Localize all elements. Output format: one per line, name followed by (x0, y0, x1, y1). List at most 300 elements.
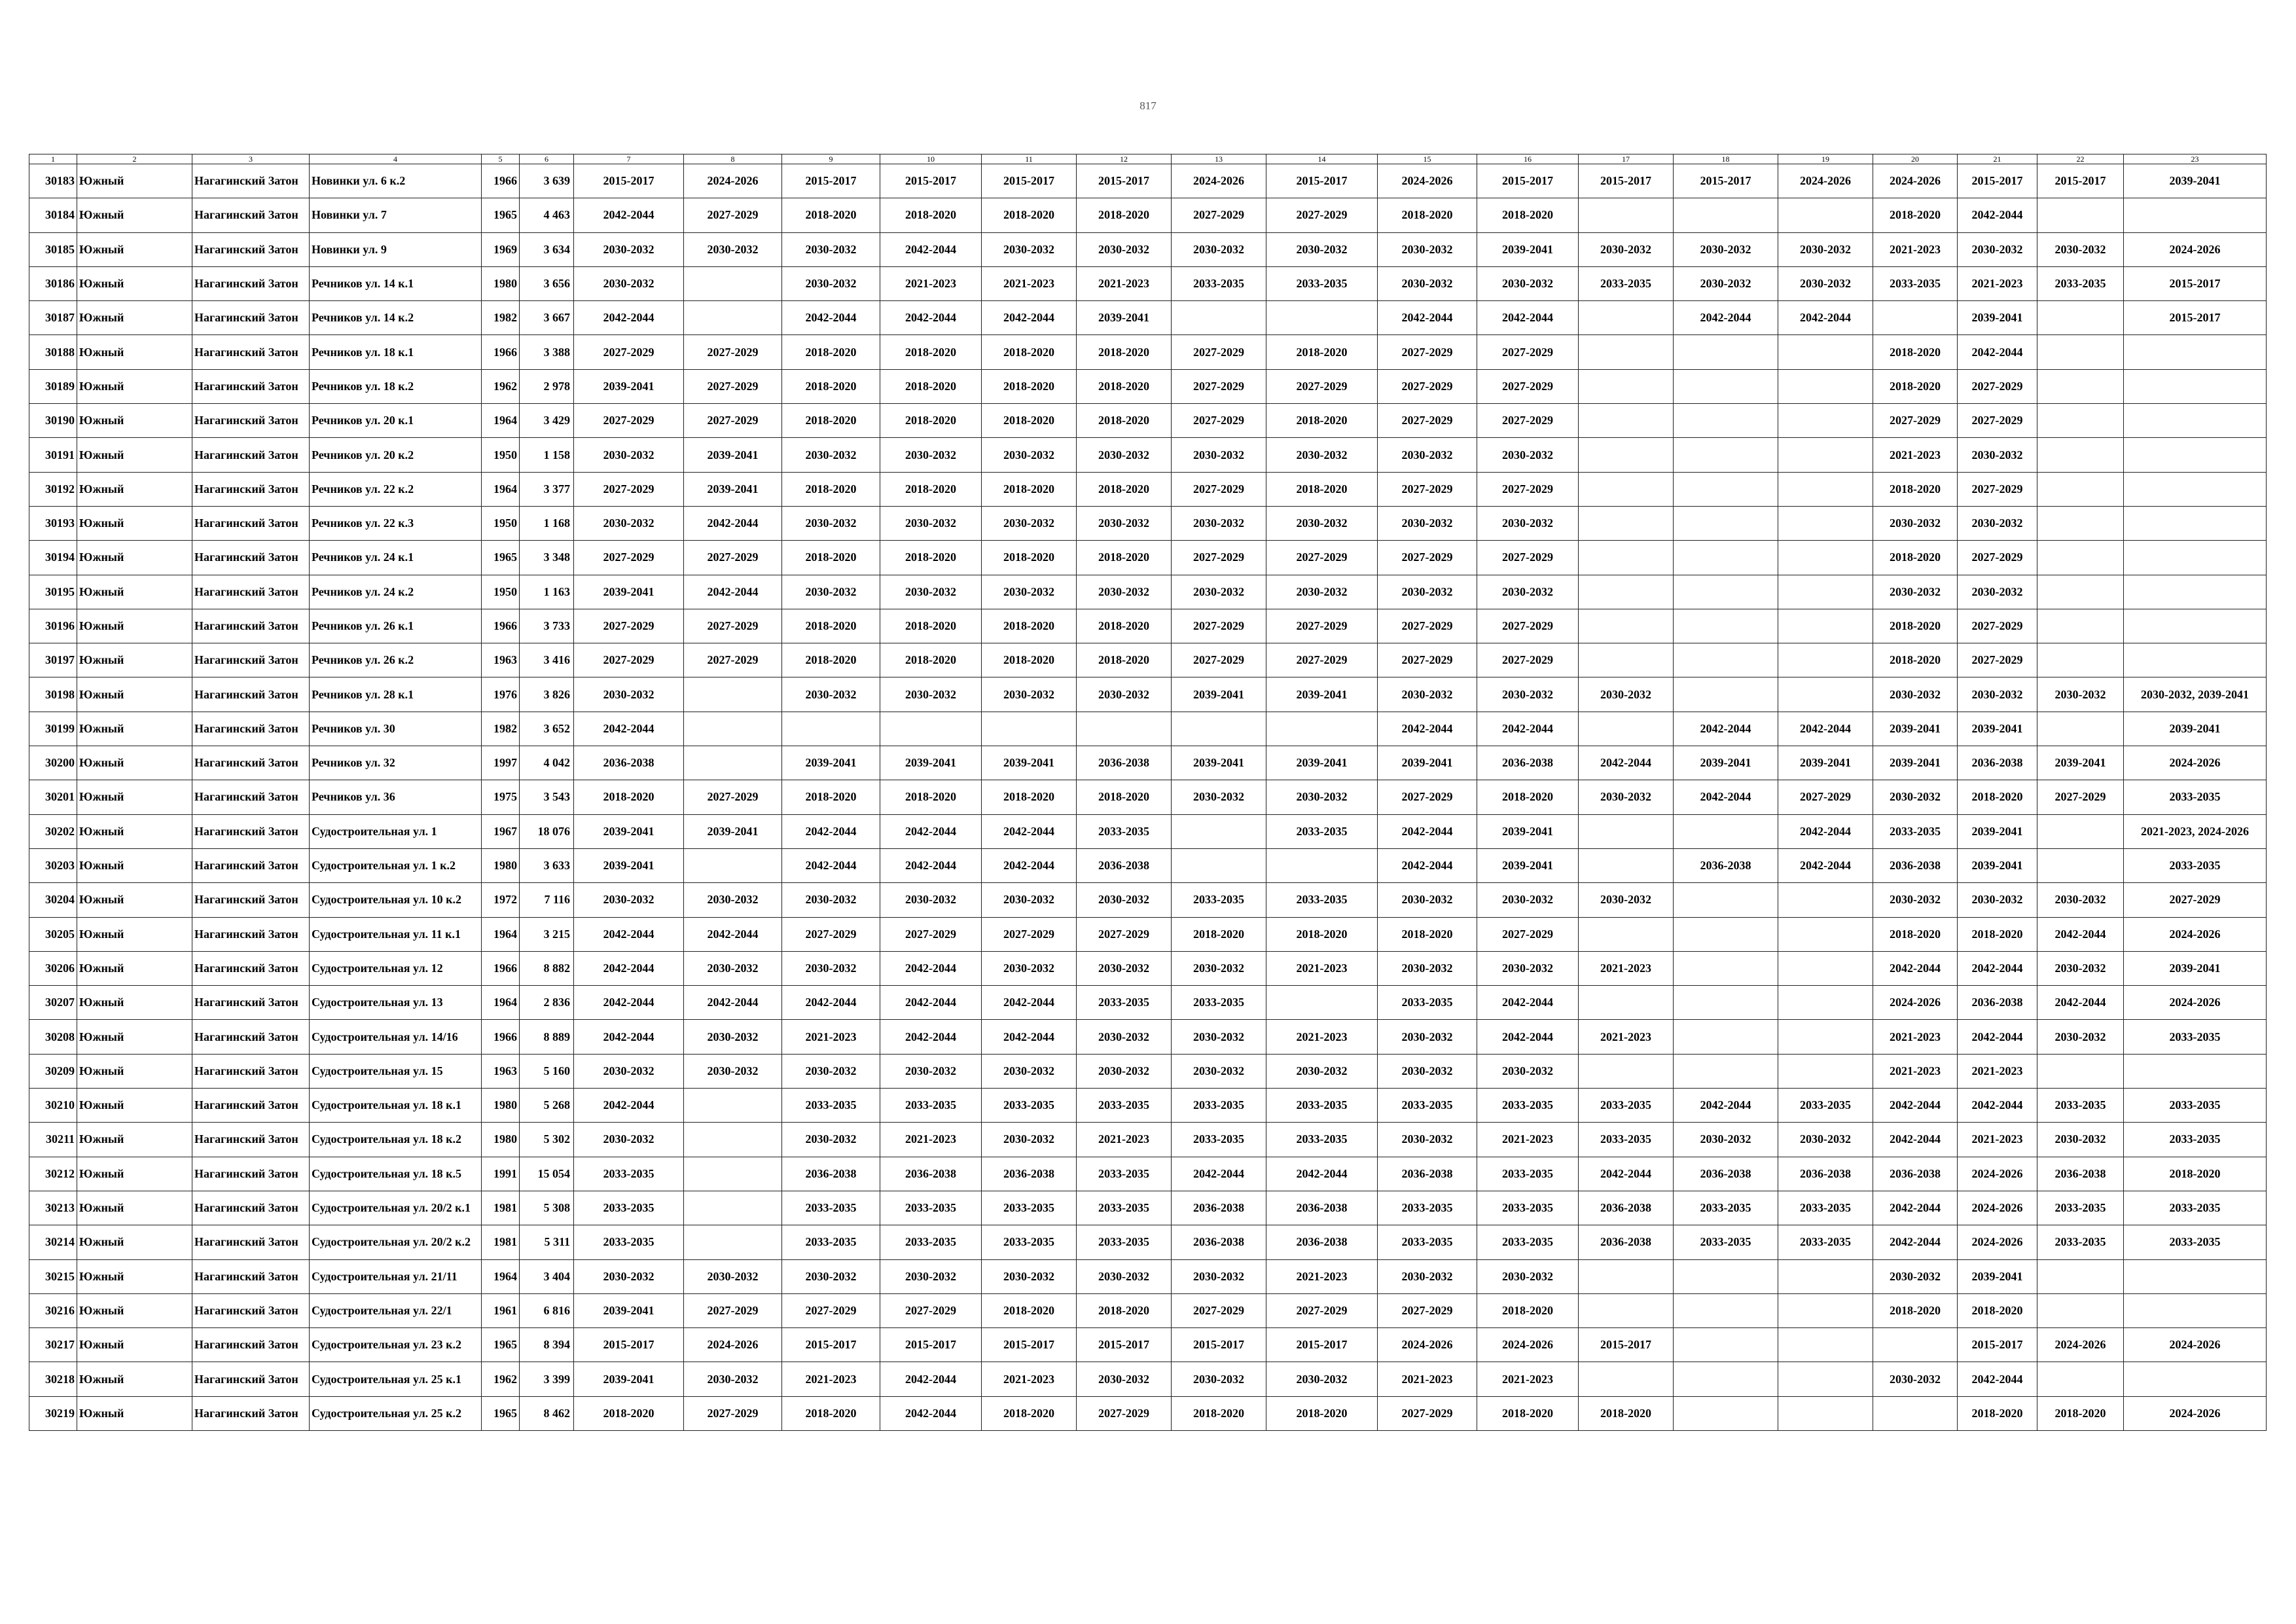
table-cell: 2030-2032 (982, 951, 1077, 985)
table-cell: 2042-2044 (982, 848, 1077, 882)
table-cell: 30202 (29, 814, 77, 848)
table-row (29, 677, 2267, 712)
table-cell: 2027-2029 (1477, 643, 1579, 677)
table-cell: 3 429 (520, 404, 574, 438)
table-cell (1674, 1362, 1778, 1396)
table-cell: 2042-2044 (1477, 712, 1579, 746)
table-cell: 2033-2035 (2124, 1089, 2267, 1123)
table-cell: 2039-2041 (1778, 746, 1873, 780)
table-cell: 2030-2032 (1077, 883, 1172, 917)
table-cell (1674, 1293, 1778, 1327)
table-cell: 2024-2026 (2037, 1328, 2124, 1362)
table-cell: 30205 (29, 917, 77, 951)
table-cell (1778, 575, 1873, 609)
table-cell (1674, 1396, 1778, 1430)
table-cell (1172, 301, 1266, 335)
table-cell: 2030-2032 (1077, 1054, 1172, 1088)
table-cell: 2039-2041 (1172, 746, 1266, 780)
table-cell: 2027-2029 (574, 541, 684, 575)
table-row (29, 986, 2267, 1020)
table-cell: 2042-2044 (1477, 301, 1579, 335)
table-row (29, 472, 2267, 506)
table-cell (1579, 506, 1674, 540)
table-cell: 2033-2035 (1077, 1191, 1172, 1225)
table-cell (2037, 1293, 2124, 1327)
table-cell: 2042-2044 (880, 951, 982, 985)
table-cell: 2018-2020 (782, 472, 880, 506)
table-cell: 2027-2029 (574, 609, 684, 643)
column-number: 22 (2037, 154, 2124, 164)
table-cell: 2030-2032 (1172, 506, 1266, 540)
table-cell: Нагагинский Затон (192, 575, 310, 609)
table-cell (1778, 335, 1873, 369)
table-cell: 1967 (482, 814, 520, 848)
column-number: 19 (1778, 154, 1873, 164)
table-cell: 2036-2038 (982, 1157, 1077, 1191)
table-cell: 2027-2029 (1266, 609, 1378, 643)
table-row (29, 335, 2267, 369)
table-cell: 2018-2020 (782, 780, 880, 814)
table-cell: 2036-2038 (1477, 746, 1579, 780)
table-cell: 2042-2044 (574, 198, 684, 232)
table-cell: 2042-2044 (1378, 712, 1477, 746)
table-cell: Речников ул. 14 к.1 (310, 266, 482, 300)
column-number: 11 (982, 154, 1077, 164)
table-cell: 2015-2017 (880, 1328, 982, 1362)
table-cell (1873, 301, 1958, 335)
table-row (29, 1396, 2267, 1430)
table-cell: 30195 (29, 575, 77, 609)
table-cell: 2039-2041 (2037, 746, 2124, 780)
table-cell (1873, 1328, 1958, 1362)
table-cell (1579, 575, 1674, 609)
table-cell: 2030-2032 (782, 1259, 880, 1293)
table-cell: 1962 (482, 1362, 520, 1396)
table-cell: 2027-2029 (1378, 369, 1477, 403)
table-cell (1579, 1293, 1674, 1327)
table-cell (2124, 198, 2267, 232)
table-cell (1674, 951, 1778, 985)
table-cell: 2036-2038 (2037, 1157, 2124, 1191)
table-cell: 2033-2035 (1477, 1089, 1579, 1123)
table-cell: Южный (77, 1396, 192, 1430)
table-cell: 2039-2041 (1958, 301, 2037, 335)
table-cell: 2030-2032 (1266, 780, 1378, 814)
table-cell: 2027-2029 (1266, 1293, 1378, 1327)
table-cell: 2018-2020 (1873, 472, 1958, 506)
table-cell: 2018-2020 (982, 541, 1077, 575)
table-cell: 2033-2035 (1266, 1089, 1378, 1123)
table-cell (1674, 609, 1778, 643)
table-cell: 2030-2032 (782, 506, 880, 540)
table-cell: 2027-2029 (1378, 335, 1477, 369)
table-cell: 1 158 (520, 438, 574, 472)
column-number: 20 (1873, 154, 1958, 164)
table-cell: 2033-2035 (1172, 883, 1266, 917)
table-cell: Нагагинский Затон (192, 438, 310, 472)
table-cell: 2033-2035 (1579, 1089, 1674, 1123)
table-cell: 2018-2020 (1958, 780, 2037, 814)
column-number: 8 (684, 154, 782, 164)
table-cell (1674, 643, 1778, 677)
table-cell: 1964 (482, 404, 520, 438)
table-cell: 2033-2035 (880, 1191, 982, 1225)
table-cell: 2030-2032 (1873, 575, 1958, 609)
table-cell (1778, 404, 1873, 438)
table-cell: 2018-2020 (2037, 1396, 2124, 1430)
table-cell: 1964 (482, 1259, 520, 1293)
table-cell (2037, 609, 2124, 643)
table-cell: 2033-2035 (574, 1191, 684, 1225)
table-cell: 2018-2020 (880, 335, 982, 369)
table-cell: Речников ул. 20 к.2 (310, 438, 482, 472)
table-cell: Судостроительная ул. 1 (310, 814, 482, 848)
table-cell: 2042-2044 (684, 575, 782, 609)
table-cell: 2018-2020 (1172, 1396, 1266, 1430)
table-cell: Новинки ул. 6 к.2 (310, 164, 482, 198)
table-cell (684, 746, 782, 780)
table-cell: 2030-2032 (574, 677, 684, 712)
table-cell: 2021-2023 (1266, 1020, 1378, 1054)
table-cell: 2027-2029 (1266, 643, 1378, 677)
column-number-row (29, 154, 2267, 164)
table-cell: 30191 (29, 438, 77, 472)
table-row (29, 1225, 2267, 1259)
table-cell: 2042-2044 (1674, 301, 1778, 335)
table-cell: 2033-2035 (1674, 1191, 1778, 1225)
table-cell: 30190 (29, 404, 77, 438)
table-cell: 2018-2020 (982, 609, 1077, 643)
table-cell: 2018-2020 (782, 369, 880, 403)
table-cell: 30209 (29, 1054, 77, 1088)
table-cell: Нагагинский Затон (192, 301, 310, 335)
table-row (29, 883, 2267, 917)
table-cell (1266, 986, 1378, 1020)
table-cell: 2027-2029 (684, 1396, 782, 1430)
table-cell (2037, 438, 2124, 472)
table-cell: 2033-2035 (1378, 986, 1477, 1020)
table-cell: 2030-2032 (1477, 951, 1579, 985)
table-cell: 2030-2032 (2037, 232, 2124, 266)
table-cell: 2021-2023 (782, 1362, 880, 1396)
table-cell: 1966 (482, 951, 520, 985)
table-row (29, 746, 2267, 780)
table-cell (1674, 369, 1778, 403)
table-cell: 2039-2041 (684, 814, 782, 848)
table-cell: 2039-2041 (1958, 848, 2037, 882)
table-cell: 2027-2029 (1172, 643, 1266, 677)
table-cell: Нагагинский Затон (192, 472, 310, 506)
table-cell: 2018-2020 (782, 335, 880, 369)
table-cell: Речников ул. 14 к.2 (310, 301, 482, 335)
table-cell: 2018-2020 (982, 472, 1077, 506)
table-cell: 30216 (29, 1293, 77, 1327)
table-cell: 2027-2029 (1873, 404, 1958, 438)
column-number: 3 (192, 154, 310, 164)
table-cell: 2030-2032 (782, 575, 880, 609)
table-cell: 2021-2023 (1579, 951, 1674, 985)
table-cell: Речников ул. 18 к.1 (310, 335, 482, 369)
table-cell (982, 712, 1077, 746)
table-cell: 2042-2044 (2037, 917, 2124, 951)
table-cell: 1962 (482, 369, 520, 403)
table-row (29, 1054, 2267, 1088)
table-cell: 2039-2041 (684, 472, 782, 506)
table-cell (1674, 506, 1778, 540)
table-cell: Южный (77, 404, 192, 438)
table-cell: 30185 (29, 232, 77, 266)
table-cell: 2027-2029 (1958, 472, 2037, 506)
table-cell (1674, 438, 1778, 472)
table-row (29, 643, 2267, 677)
table-cell: 2042-2044 (1266, 1157, 1378, 1191)
table-cell: 30196 (29, 609, 77, 643)
table-cell: 2042-2044 (880, 848, 982, 882)
table-cell: 3 733 (520, 609, 574, 643)
table-cell: 2042-2044 (574, 301, 684, 335)
table-cell: 5 308 (520, 1191, 574, 1225)
table-cell: 30194 (29, 541, 77, 575)
table-cell (2037, 404, 2124, 438)
table-cell: 2033-2035 (1077, 814, 1172, 848)
table-cell (2124, 541, 2267, 575)
table-cell: 2036-2038 (782, 1157, 880, 1191)
table-cell: Южный (77, 951, 192, 985)
table-cell: 2018-2020 (574, 1396, 684, 1430)
table-cell: Южный (77, 1362, 192, 1396)
table-cell: 2018-2020 (982, 1396, 1077, 1430)
table-cell: Речников ул. 20 к.1 (310, 404, 482, 438)
table-cell: 2033-2035 (2124, 1123, 2267, 1157)
table-cell: 2027-2029 (1477, 472, 1579, 506)
table-cell (2037, 643, 2124, 677)
table-cell (684, 677, 782, 712)
table-cell: Южный (77, 1259, 192, 1293)
table-cell: 1965 (482, 1396, 520, 1430)
table-cell: 2030-2032 (1477, 575, 1579, 609)
column-number: 23 (2124, 154, 2267, 164)
table-cell (2124, 1293, 2267, 1327)
table-cell (1579, 404, 1674, 438)
table-cell: 2027-2029 (1172, 472, 1266, 506)
column-number: 18 (1674, 154, 1778, 164)
table-cell: 1965 (482, 1328, 520, 1362)
table-cell: 2030-2032 (1477, 1259, 1579, 1293)
table-cell: 2033-2035 (574, 1157, 684, 1191)
table-cell (2124, 404, 2267, 438)
table-cell: 1950 (482, 506, 520, 540)
table-cell: 2018-2020 (1958, 1293, 2037, 1327)
table-cell: 2027-2029 (782, 917, 880, 951)
table-row (29, 404, 2267, 438)
table-row (29, 1293, 2267, 1327)
table-cell: 2033-2035 (2037, 266, 2124, 300)
table-cell: 2033-2035 (1674, 1225, 1778, 1259)
table-cell (880, 712, 982, 746)
table-cell: 2021-2023 (982, 1362, 1077, 1396)
table-cell (2037, 301, 2124, 335)
table-cell: 1966 (482, 335, 520, 369)
table-cell: 2042-2044 (574, 951, 684, 985)
table-cell: Речников ул. 36 (310, 780, 482, 814)
table-cell: 2042-2044 (1873, 951, 1958, 985)
table-cell: 2018-2020 (982, 335, 1077, 369)
table-cell: 2015-2017 (574, 1328, 684, 1362)
table-cell: 2021-2023 (1579, 1020, 1674, 1054)
table-cell: 30217 (29, 1328, 77, 1362)
table-cell (1778, 609, 1873, 643)
table-cell: 2036-2038 (1077, 848, 1172, 882)
table-cell: Нагагинский Затон (192, 1362, 310, 1396)
table-cell (1674, 472, 1778, 506)
table-cell: Судостроительная ул. 18 к.2 (310, 1123, 482, 1157)
table-cell: 1966 (482, 1020, 520, 1054)
table-cell: 2030-2032 (684, 883, 782, 917)
table-cell: 3 652 (520, 712, 574, 746)
table-cell (1778, 198, 1873, 232)
table-cell: 2030-2032 (1579, 780, 1674, 814)
table-cell: 30184 (29, 198, 77, 232)
table-cell: Южный (77, 883, 192, 917)
table-cell: 2042-2044 (574, 712, 684, 746)
table-cell: 30200 (29, 746, 77, 780)
table-cell: Южный (77, 438, 192, 472)
table-cell: 2030-2032 (1077, 1259, 1172, 1293)
table-row (29, 198, 2267, 232)
table-cell (1778, 438, 1873, 472)
table-cell: 2021-2023 (1873, 438, 1958, 472)
table-cell: 2042-2044 (1873, 1089, 1958, 1123)
table-cell: 2030-2032 (982, 232, 1077, 266)
column-number: 7 (574, 154, 684, 164)
table-cell: 8 882 (520, 951, 574, 985)
table-cell: 2015-2017 (1579, 1328, 1674, 1362)
table-cell: 2018-2020 (2124, 1157, 2267, 1191)
column-number: 5 (482, 154, 520, 164)
table-cell: 2018-2020 (880, 369, 982, 403)
table-cell: 3 656 (520, 266, 574, 300)
table-cell: 2027-2029 (1477, 335, 1579, 369)
table-cell: 2042-2044 (1958, 198, 2037, 232)
table-cell (1579, 643, 1674, 677)
table-cell: 2018-2020 (982, 198, 1077, 232)
table-cell: 2039-2041 (1266, 677, 1378, 712)
table-cell (1778, 951, 1873, 985)
table-cell: 2036-2038 (1958, 746, 2037, 780)
table-cell: 2018-2020 (1077, 472, 1172, 506)
table-cell: Нагагинский Затон (192, 232, 310, 266)
table-cell: 2030-2032 (982, 575, 1077, 609)
table-cell: 2036-2038 (1873, 1157, 1958, 1191)
table-cell: 2030-2032 (1077, 1020, 1172, 1054)
table-cell (1077, 712, 1172, 746)
table-cell: 2030-2032 (574, 1123, 684, 1157)
table-cell: Нагагинский Затон (192, 506, 310, 540)
table-cell: 2039-2041 (1674, 746, 1778, 780)
table-cell: 2033-2035 (1077, 1157, 1172, 1191)
table-cell: Речников ул. 18 к.2 (310, 369, 482, 403)
table-cell: 2024-2026 (1378, 1328, 1477, 1362)
table-cell (1579, 712, 1674, 746)
table-cell: 18 076 (520, 814, 574, 848)
table-cell (1579, 1362, 1674, 1396)
table-cell: 2030-2032 (1778, 232, 1873, 266)
table-cell: Нагагинский Затон (192, 746, 310, 780)
table-cell: 2027-2029 (1378, 541, 1477, 575)
table-cell (684, 1191, 782, 1225)
table-cell (1674, 917, 1778, 951)
table-cell: 2018-2020 (782, 643, 880, 677)
table-cell: 2042-2044 (782, 301, 880, 335)
table-cell: 2027-2029 (684, 198, 782, 232)
table-cell: 2042-2044 (880, 1396, 982, 1430)
column-number: 10 (880, 154, 982, 164)
table-cell: 1963 (482, 1054, 520, 1088)
table-cell: 30186 (29, 266, 77, 300)
table-cell: Судостроительная ул. 11 к.1 (310, 917, 482, 951)
table-cell: Нагагинский Затон (192, 1123, 310, 1157)
table-cell: 2018-2020 (880, 609, 982, 643)
table-cell: 2030-2032 (1378, 438, 1477, 472)
table-cell: 30206 (29, 951, 77, 985)
table-row (29, 301, 2267, 335)
table-cell: 2030-2032 (2037, 1020, 2124, 1054)
table-cell: 2030-2032 (1873, 506, 1958, 540)
table-cell: 1969 (482, 232, 520, 266)
table-cell: 2021-2023 (1477, 1123, 1579, 1157)
table-cell: 2015-2017 (782, 1328, 880, 1362)
table-cell: 2030-2032 (1266, 506, 1378, 540)
table-cell: 2027-2029 (1378, 404, 1477, 438)
table-cell: 2039-2041 (1378, 746, 1477, 780)
table-cell: 5 160 (520, 1054, 574, 1088)
table-cell: 2033-2035 (1077, 986, 1172, 1020)
table-cell: 2027-2029 (1477, 541, 1579, 575)
table-cell (2124, 506, 2267, 540)
table-cell: 2042-2044 (1378, 301, 1477, 335)
table-cell: 2042-2044 (1778, 301, 1873, 335)
table-cell: 2039-2041 (1266, 746, 1378, 780)
table-cell: 2018-2020 (1077, 369, 1172, 403)
table-cell: 2030-2032 (1077, 232, 1172, 266)
table-cell (1579, 986, 1674, 1020)
table-cell: 2030-2032 (1873, 677, 1958, 712)
table-cell (2037, 1054, 2124, 1088)
table-cell: Нагагинский Затон (192, 335, 310, 369)
table-cell: 2027-2029 (574, 335, 684, 369)
table-cell: 2033-2035 (782, 1191, 880, 1225)
table-cell: Нагагинский Затон (192, 1054, 310, 1088)
table-cell: 1982 (482, 301, 520, 335)
table-cell: 2036-2038 (880, 1157, 982, 1191)
table-cell: Южный (77, 1020, 192, 1054)
table-cell: 2015-2017 (1266, 1328, 1378, 1362)
table-cell (1674, 677, 1778, 712)
table-cell (1778, 883, 1873, 917)
table-row (29, 266, 2267, 300)
table-cell (684, 301, 782, 335)
table-cell: 2033-2035 (2124, 848, 2267, 882)
table-cell: 2033-2035 (1873, 266, 1958, 300)
table-cell: 2027-2029 (684, 335, 782, 369)
table-cell: Речников ул. 24 к.1 (310, 541, 482, 575)
table-cell: Южный (77, 335, 192, 369)
table-cell: Судостроительная ул. 22/1 (310, 1293, 482, 1327)
table-cell: 2021-2023 (1873, 1020, 1958, 1054)
table-cell: 2042-2044 (1958, 335, 2037, 369)
table-cell: 2018-2020 (1958, 917, 2037, 951)
table-cell (1778, 1054, 1873, 1088)
